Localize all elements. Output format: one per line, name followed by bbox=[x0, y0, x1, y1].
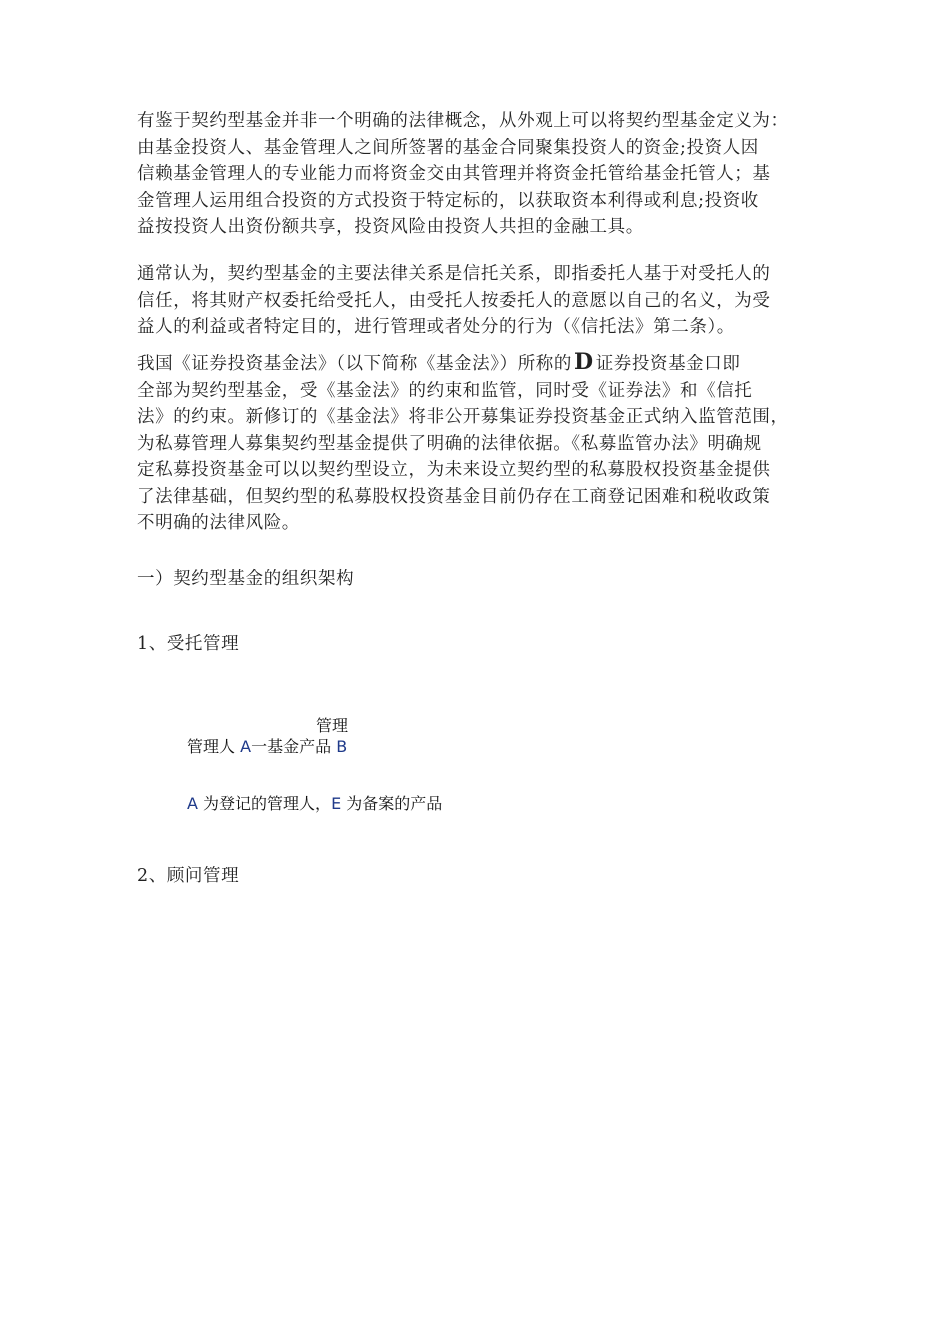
bold-letter-mark: D bbox=[574, 349, 594, 375]
text-line: 不明确的法律风险。 bbox=[137, 513, 300, 533]
subsection-heading-advisory-management: 2、顾问管理 bbox=[137, 866, 240, 886]
diagram-manager-letter: A bbox=[240, 737, 252, 756]
note-text-end: 为备案的产品 bbox=[346, 794, 443, 813]
text-line: 信赖基金管理人的专业能力而将资金交由其管理并将资金托管给基金托管人；基 bbox=[137, 164, 771, 184]
text-line: 为私募管理人募集契约型基金提供了明确的法律依据。《私募监管办法》明确规 bbox=[137, 433, 762, 454]
text-line: 益人的利益或者特定目的，进行管理或者处分的行为（《信托法》第二条）。 bbox=[137, 317, 735, 337]
diagram-manager-label: 管理人 bbox=[187, 737, 236, 756]
text-line: 全部为契约型基金，受《基金法》的约束和监管，同时受《证券法》和《信托 bbox=[137, 380, 753, 401]
diagram-note bbox=[187, 794, 442, 814]
text-line: 了法律基础，但契约型的私募股权投资基金目前仍存在工商登记困难和税收政策 bbox=[137, 486, 771, 507]
paragraph-trust-relation bbox=[137, 261, 827, 341]
text-segment: 我国《证券投资基金法》（以下简称《基金法》）所称的 bbox=[137, 354, 572, 374]
text-line bbox=[137, 349, 827, 378]
text-line: 法》的约束。新修订的《基金法》将非公开募集证券投资基金正式纳入监管范围， bbox=[137, 407, 789, 427]
text-line: 金管理人运用组合投资的方式投资于特定标的，以获取资本利得或利息;投资收 bbox=[137, 190, 759, 211]
text-line: 由基金投资人、基金管理人之间所签署的基金合同聚集投资人的资金;投资人因 bbox=[137, 137, 759, 158]
note-letter-e: E bbox=[331, 794, 342, 813]
diagram-relation-line bbox=[187, 737, 347, 757]
text-line: 益按投资人出资份额共享，投资风险由投资人共担的金融工具。 bbox=[137, 217, 644, 237]
note-letter-a: A bbox=[187, 794, 198, 813]
section-heading: 一）契约型基金的组织架构 bbox=[137, 569, 355, 589]
paragraph-definition bbox=[137, 108, 827, 241]
note-text: 为登记的管理人， bbox=[203, 794, 332, 813]
text-line: 有鉴于契约型基金并非一个明确的法律概念，从外观上可以将契约型基金定义为： bbox=[137, 111, 789, 131]
diagram-product-label: 基金产品 bbox=[267, 737, 332, 756]
paragraph-fund-law bbox=[137, 349, 827, 537]
subsection-heading-trust-management: 1、受托管理 bbox=[137, 634, 240, 654]
text-segment: 证券投资基金口即 bbox=[595, 354, 741, 374]
text-line: 定私募投资基金可以以契约型设立，为未来设立契约型的私募股权投资基金提供 bbox=[137, 460, 771, 480]
diagram-arrow-label: 管理 bbox=[316, 716, 349, 735]
text-line: 通常认为，契约型基金的主要法律关系是信托关系，即指委托人基于对受托人的 bbox=[137, 264, 771, 284]
diagram-connector: 一 bbox=[251, 737, 268, 756]
text-line: 信任，将其财产权委托给受托人，由受托人按委托人的意愿以自己的名义，为受 bbox=[137, 290, 771, 311]
diagram-product-letter: B bbox=[336, 737, 348, 756]
